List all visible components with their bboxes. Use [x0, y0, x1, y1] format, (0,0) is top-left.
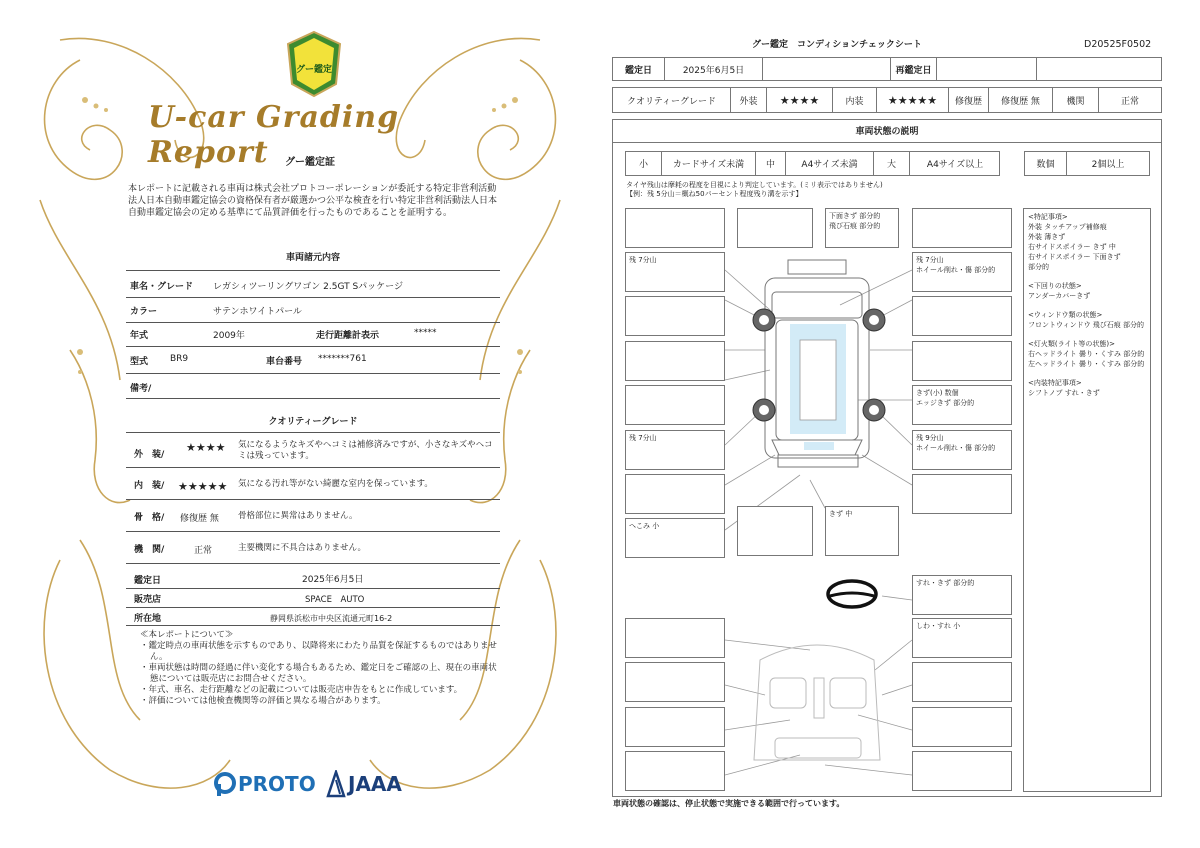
callout-box	[737, 208, 813, 248]
frame-label: 骨 格/	[134, 513, 165, 523]
divider	[126, 607, 500, 608]
memo-line: 部分的	[1028, 263, 1049, 271]
engine-text: 主要機関に不具合はありません。	[238, 543, 367, 553]
mileage-value: *****	[414, 328, 437, 338]
model-value: BR9	[170, 354, 189, 364]
memo-line: シフトノブ すれ・きず	[1028, 389, 1100, 397]
size-small-desc: カードサイズ未満	[662, 152, 756, 175]
empty-cell	[763, 58, 891, 80]
memo-line: <下回りの状態>	[1028, 282, 1082, 290]
callout-right-side: きず(小) 数個 エッジきず 部分的	[912, 385, 1012, 425]
interior-stars: ★★★★★	[877, 88, 949, 112]
reappraisal-value	[937, 58, 1037, 80]
note-item: ・年式、車名、走行距離などの記載については販売店申告をもとに作成しています。	[140, 685, 463, 695]
callout-box	[625, 707, 725, 747]
engine-label: 機関	[1053, 88, 1099, 112]
document-id: D20525F0502	[1084, 39, 1152, 50]
callout-box	[625, 474, 725, 514]
footer-note: 車両状態の確認は、停止状態で実施できる範囲で行っています。	[613, 799, 845, 808]
certificate-intro: 本レポートに記載される車両は株式会社プロトコーポレーションが委託する特定非営利活動法人日本自動車鑑定協会の資格保有者が厳選かつ公平な検査を行い特定非営利活動法人日本自動車鑑定協会の定める基準にて品質評価を行ったものであることを証明する。	[128, 184, 498, 218]
memo-spacer	[1028, 330, 1146, 339]
callout-box	[912, 751, 1012, 791]
callout-rear-right: きず 中	[825, 506, 899, 556]
frame-value: 修復歴 無	[180, 514, 219, 524]
grade-label: クオリティーグレード	[613, 88, 731, 112]
callout-rear-left: へこみ 小	[625, 518, 725, 558]
vehicle-section-title: 車両諸元内容	[285, 253, 340, 263]
callout-tire-front-left: 残 7分山	[625, 252, 725, 292]
address-label: 所在地	[134, 614, 162, 624]
notes-title: ≪本レポートについて≫	[140, 630, 234, 640]
callout-box	[912, 296, 1012, 336]
chassis-value: *******761	[318, 354, 367, 364]
memo-line: 外装 タッチアップ補修痕	[1028, 223, 1107, 231]
state-title: 車両状態の説明	[612, 119, 1162, 143]
callout-box	[912, 474, 1012, 514]
callout-box	[625, 296, 725, 336]
repair-label: 修復歴	[949, 88, 989, 112]
size-legend	[625, 151, 1000, 176]
size-large-label: 大	[874, 152, 910, 175]
divider	[126, 398, 500, 399]
year-value: 2009年	[213, 331, 245, 341]
callout-steering: すれ・きず 部分的	[912, 575, 1012, 615]
interior-text: 気になる汚れ等がない綺麗な室内を保っています。	[238, 479, 433, 489]
divider	[126, 563, 500, 564]
callout-tire-rear-left: 残 7分山	[625, 430, 725, 470]
tire-note-example: 【例：残 5分山＝概ね50パーセント程度残り溝を示す】	[626, 190, 803, 198]
engine-value: 正常	[194, 546, 213, 556]
callout-box	[912, 208, 1012, 248]
callout-tire-front-right: 残 7分山 ホイール削れ・傷 部分的	[912, 252, 1012, 292]
callout-box	[737, 506, 813, 556]
tire-note: タイヤ残山は摩耗の程度を目視により判定しています。(ミリ表示ではありません)	[626, 181, 883, 189]
address-value: 静岡県浜松市中央区流通元町16-2	[270, 614, 393, 623]
divider	[126, 467, 500, 468]
size-mid-desc: A4サイズ未満	[786, 152, 874, 175]
report-notes	[140, 630, 500, 707]
year-label: 年式	[130, 331, 149, 341]
steering-wheel-icon	[828, 581, 876, 607]
divider	[126, 499, 500, 500]
appraisal-date-label: 鑑定日	[134, 576, 162, 586]
callout-box	[625, 618, 725, 658]
memo-line: 右サイドスポイラー 下面きず	[1028, 253, 1121, 261]
divider	[126, 270, 500, 271]
memo-line: 右サイドスポイラー きず 中	[1028, 243, 1116, 251]
memo-line: 左ヘッドライト 曇り・くすみ 部分的	[1028, 360, 1145, 368]
color-value: サテンホワイトパール	[213, 307, 302, 317]
exterior-stars: ★★★★	[186, 441, 226, 454]
divider	[126, 297, 500, 298]
memo-line: <ウィンドウ類の状態>	[1028, 311, 1103, 319]
dealer-value: SPACE AUTO	[305, 595, 365, 605]
proto-logo: PROTO	[238, 772, 316, 796]
proto-logo-mark	[214, 772, 236, 798]
jaaa-logo: JAAA	[348, 772, 402, 796]
count-label: 数個	[1025, 152, 1067, 175]
note-item: ・評価については他検査機関等の評価と異なる場合があります。	[140, 696, 386, 706]
color-label: カラー	[130, 307, 158, 317]
appraisal-date-value: 2025年6月5日	[302, 575, 364, 585]
size-large-desc: A4サイズ以上	[926, 160, 984, 170]
script-title: U-car Grading Report	[148, 100, 400, 170]
date-row	[612, 57, 1162, 81]
repair-value: 修復歴 無	[989, 88, 1053, 112]
memo-line: <内装特記事項>	[1028, 379, 1082, 387]
car-name-value: レガシィツーリングワゴン 2.5GT Sパッケージ	[213, 282, 403, 292]
interior-stars: ★★★★★	[178, 480, 228, 493]
divider	[126, 588, 500, 589]
memo-line: <灯火類(ライト等の状態)>	[1028, 340, 1115, 348]
count-desc: 2個以上	[1091, 160, 1125, 170]
callout-box	[912, 341, 1012, 381]
exterior-label: 外 装/	[134, 450, 165, 460]
divider	[126, 625, 500, 626]
memo-line: アンダーカバーきず	[1028, 292, 1091, 300]
divider	[126, 531, 500, 532]
exterior-label: 外装	[731, 88, 767, 112]
memo-line: <特記事項>	[1028, 213, 1068, 221]
callout-box	[625, 341, 725, 381]
callout-box	[625, 385, 725, 425]
exterior-text: 気になるようなキズやヘコミは補修済みですが、小さなキズやヘコミは残っています。	[238, 440, 493, 461]
divider	[126, 373, 500, 374]
note-item: ・鑑定時点の車両状態を示すものであり、以降将来にわたり品質を保証するものではありません。	[140, 641, 498, 662]
callout-box	[625, 208, 725, 248]
memo-line: フロントウィンドウ 飛び石痕 部分的	[1028, 321, 1145, 329]
size-small-label: 小	[626, 152, 662, 175]
callout-front-underside: 下面きず 部分的 飛び石痕 部分的	[825, 208, 899, 248]
engine-value: 正常	[1120, 96, 1139, 107]
interior-label: 内装	[833, 88, 877, 112]
note-item: ・車両状態は時間の経過に伴い変化する場合もあるため、鑑定日をご確認の上、現在の車両状態については販売店にお問合せください。	[140, 663, 497, 684]
exterior-stars: ★★★★	[767, 88, 833, 112]
jaaa-logo-mark	[326, 770, 346, 798]
interior-label: 内 装/	[134, 481, 165, 491]
divider	[126, 432, 500, 433]
callout-box	[912, 662, 1012, 702]
reappraisal-label: 再鑑定日	[891, 58, 937, 80]
memo-spacer	[1028, 301, 1146, 310]
divider	[126, 346, 500, 347]
memo-spacer	[1028, 272, 1146, 281]
chassis-label: 車台番号	[266, 357, 303, 367]
sheet-title: グー鑑定 コンディションチェックシート	[752, 40, 922, 50]
remarks-label: 備考/	[130, 384, 152, 394]
mileage-label: 走行距離計表示	[316, 331, 380, 341]
frame-text: 骨格部位に異常はありません。	[238, 511, 358, 521]
memo-spacer	[1028, 369, 1146, 378]
memo-line: 右ヘッドライト 曇り・くすみ 部分的	[1028, 350, 1145, 358]
size-mid-label: 中	[756, 152, 786, 175]
callout-interior: しわ・すれ 小	[912, 618, 1012, 658]
quality-section-title: クオリティーグレード	[268, 417, 358, 427]
callout-box	[625, 662, 725, 702]
certificate-title: グー鑑定証	[285, 157, 335, 168]
callout-box	[625, 751, 725, 791]
divider	[126, 322, 500, 323]
dealer-label: 販売店	[134, 595, 162, 605]
model-label: 型式	[130, 357, 149, 367]
callout-tire-rear-right: 残 9分山 ホイール削れ・傷 部分的	[912, 430, 1012, 470]
grade-row	[612, 87, 1162, 113]
memo-line: 外装 薄きず	[1028, 233, 1066, 241]
car-name-label: 車名・グレード	[130, 282, 194, 292]
special-notes-memo	[1023, 208, 1151, 792]
badge-label: グー鑑定	[295, 65, 332, 75]
count-legend	[1024, 151, 1150, 176]
callout-box	[912, 707, 1012, 747]
date-value: 2025年6月5日	[665, 58, 763, 80]
engine-label: 機 関/	[134, 545, 165, 555]
date-label: 鑑定日	[613, 58, 665, 80]
